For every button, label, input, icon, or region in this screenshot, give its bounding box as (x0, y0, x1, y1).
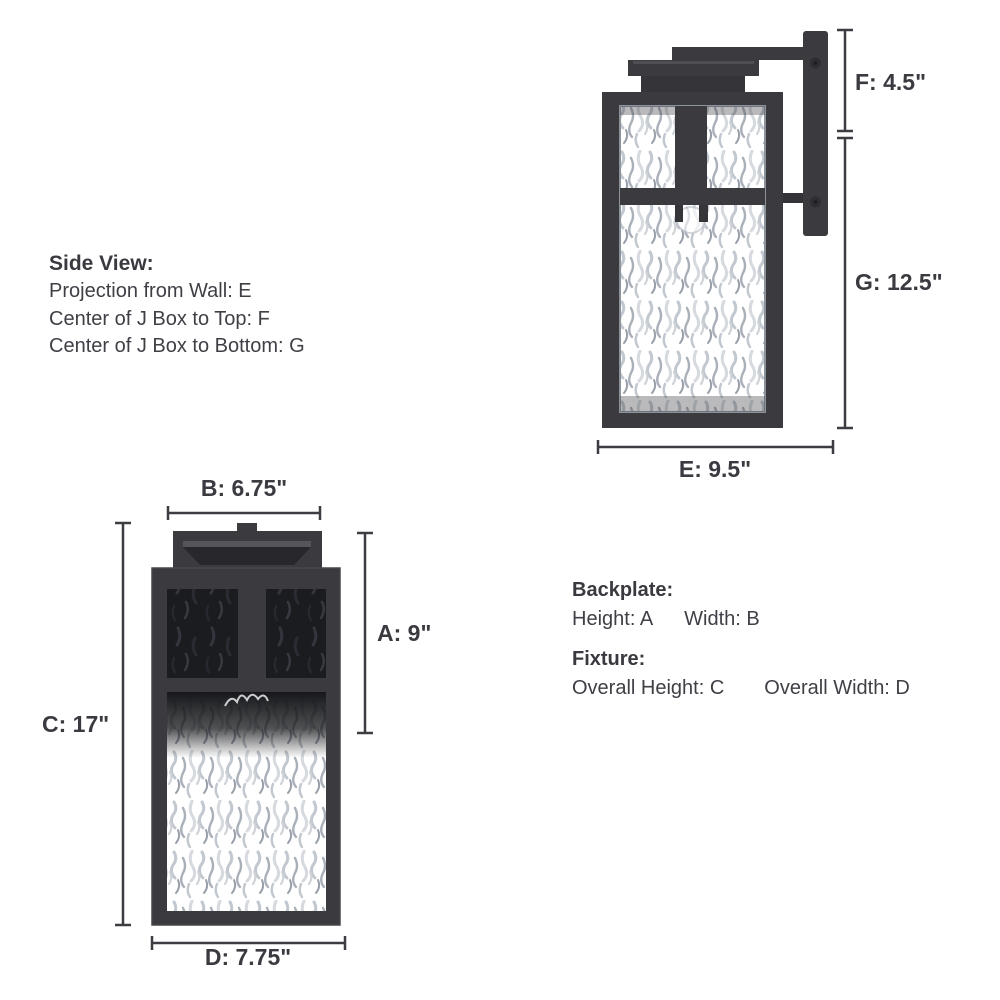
side-crossbar (620, 188, 765, 205)
backplate-title: Backplate: (572, 579, 674, 601)
side-view-title: Side View: (49, 252, 154, 275)
dim-line-b (168, 506, 320, 520)
dim-line-f (837, 30, 853, 131)
dim-line-c (115, 523, 131, 925)
side-lower-arm (781, 193, 803, 203)
backplate-height: Height: A (572, 608, 654, 630)
fixture-title: Fixture: (572, 648, 646, 670)
legend-projection-from-wall: Projection from Wall: E (49, 280, 252, 302)
front-view-drawing (152, 523, 340, 925)
side-mullion (675, 106, 707, 190)
backplate-width: Width: B (684, 608, 760, 630)
dim-line-g (837, 138, 853, 428)
side-view-drawing (602, 31, 828, 428)
front-crossbar (167, 678, 326, 692)
dim-line-a (357, 533, 373, 733)
side-view-legend (49, 250, 305, 361)
dim-label-a: A: 9" (377, 620, 432, 646)
fixture-overall-width: Overall Width: D (764, 677, 910, 699)
dim-label-e: E: 9.5" (678, 456, 752, 482)
side-cap (628, 60, 759, 92)
front-mullion (238, 589, 266, 678)
side-top-arm (672, 47, 805, 60)
dim-label-f: F: 4.5" (855, 69, 926, 95)
side-body (602, 92, 783, 428)
specs-legend (572, 577, 910, 701)
legend-jbox-to-top: Center of J Box to Top: F (49, 307, 270, 330)
front-cap (173, 531, 322, 569)
fixture-dimensions (572, 675, 910, 701)
dim-label-b: B: 6.75" (200, 475, 288, 501)
legend-jbox-to-bottom: Center of J Box to Bottom: G (49, 335, 305, 357)
dim-label-d: D: 7.75" (204, 944, 292, 970)
fixture-overall-height: Overall Height: C (572, 677, 725, 699)
side-wall-plate (803, 31, 828, 236)
dim-line-e (598, 440, 833, 454)
front-body (152, 568, 340, 925)
dim-label-c: C: 17" (42, 711, 110, 737)
backplate-dimensions (572, 606, 910, 632)
dim-label-g: G: 12.5" (855, 269, 943, 295)
